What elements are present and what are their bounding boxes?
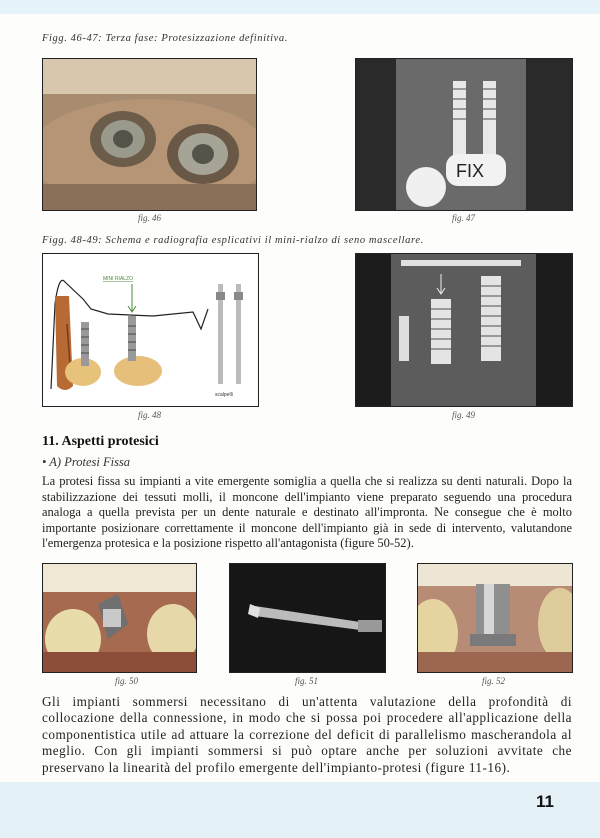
fig-48-label: fig. 48: [138, 410, 162, 420]
paragraph-protesi-fissa: La protesi fissa su impianti a vite emergente somiglia a quella che si realizza su denti naturali. Dopo la stabilizzazione dei tessuti molli, il moncone dell'impianto viene preparato seguendo una procedura analoga a quella prevista per un dente naturale e destinato all'impronta. Ne consegue che è molto importante posizionare correttamente il moncone dell'impianto già in sede di intervento, valutandone l'emergenza protesica e la posizione rispetto all'antagonista (figure 50-52).: [42, 474, 572, 550]
bottom-color-band: [0, 782, 600, 838]
photo-fig-51: [229, 563, 386, 673]
fig-51-label: fig. 51: [295, 676, 319, 686]
section-title: 11. Aspetti protesici: [42, 434, 159, 449]
photo-fig-46: [42, 58, 257, 211]
fig-50-label: fig. 50: [115, 676, 139, 686]
fig-52-label: fig. 52: [482, 676, 506, 686]
scalpelli-label: scalpelli: [215, 392, 233, 398]
fig-49-label: fig. 49: [452, 410, 476, 420]
mini-rialzo-label: MINI RIALZO: [103, 276, 134, 282]
section-subtitle: • A) Protesi Fissa: [42, 455, 131, 469]
caption-figs-46-47: Figg. 46-47: Terza fase: Protesizzazione definitiva.: [42, 33, 288, 44]
caption-figs-48-49: Figg. 48-49: Schema e radiografia esplicativi il mini-rialzo di seno mascellare.: [42, 235, 424, 246]
schema-fig-48: [42, 253, 259, 407]
photo-fig-52: [417, 563, 573, 673]
fix-label: FIX: [456, 161, 485, 181]
photo-fig-49: [355, 253, 573, 407]
photo-fig-50: [42, 563, 197, 673]
fig-47-label: fig. 47: [452, 213, 476, 223]
photo-fig-47: [355, 58, 573, 211]
page-number: 11: [536, 792, 554, 811]
fig-46-label: fig. 46: [138, 213, 162, 223]
paragraph-impianti-sommersi: Gli impianti sommersi necessitano di un'attenta valutazione della profondità di collocazione della connessione, in modo che si possa poi procedere all'applicazione della componentistica utile ad attuare la correzione del deficit di parallelismo mascherandola al meglio. Con gli impianti sommersi si può optare anche per soluzioni avvitate che preservano la linearità del profilo emergente dell'impianto-protesi (figure 11-16).: [42, 694, 572, 775]
top-color-band: [0, 0, 600, 14]
